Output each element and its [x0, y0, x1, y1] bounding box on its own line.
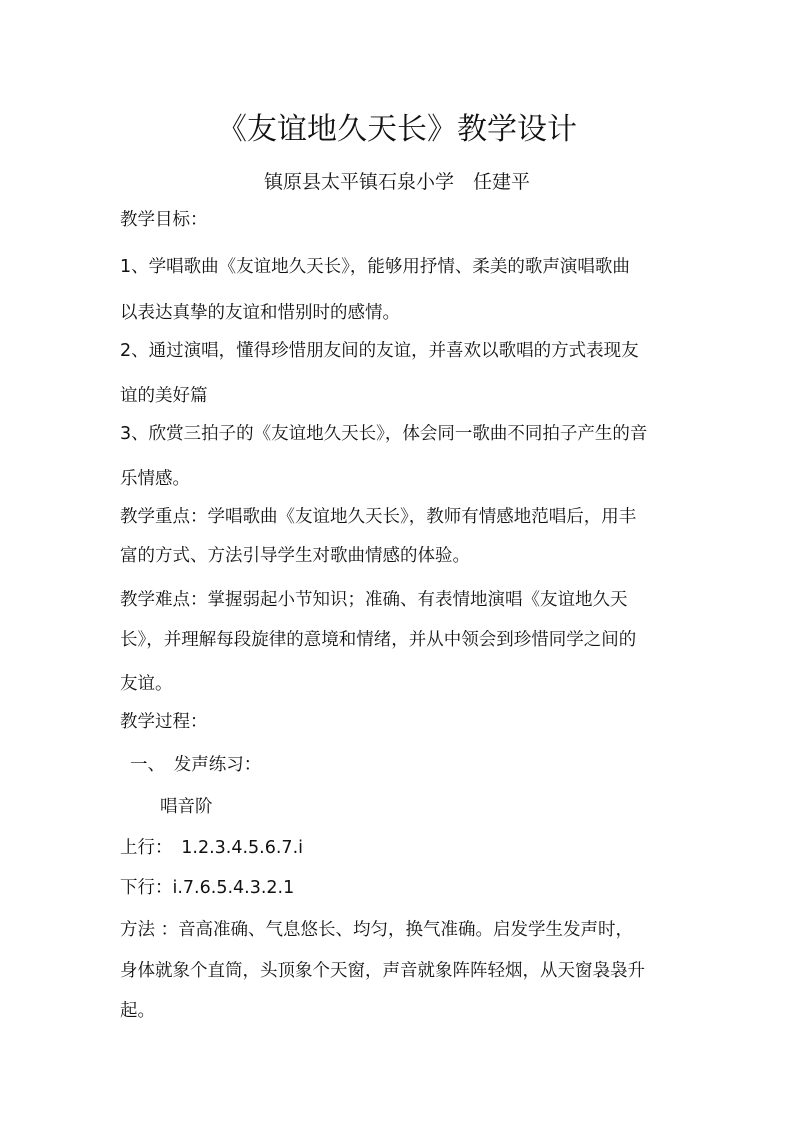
heading-teaching-process: 教学过程：	[120, 712, 208, 732]
scale-singing-label: 唱音阶	[160, 797, 213, 817]
goal-3-line-1: 3、欣赏三拍子的《友谊地久天长》，体会同一歌曲不同拍子产生的音	[120, 424, 648, 444]
descending-scale: 下行：i.7.6.5.4.3.2.1	[120, 878, 295, 898]
goal-2-line-1: 2、通过演唱，懂得珍惜朋友间的友谊，并喜欢以歌唱的方式表现友	[120, 341, 639, 361]
method-line-3: 起。	[120, 1001, 155, 1021]
difficulties-line-2: 长》，并理解每段旋律的意境和情绪，并从中领会到珍惜同学之间的	[120, 630, 637, 650]
goal-3-line-2: 乐情感。	[120, 469, 190, 489]
goal-2-line-2: 谊的美好篇	[120, 386, 208, 406]
method-line-2: 身体就象个直筒，头顶象个天窗，声音就象阵阵轻烟，从天窗袅袅升	[120, 961, 645, 981]
ascending-scale: 上行： 1.2.3.4.5.6.7.i	[120, 838, 303, 858]
method-line-1: 方法 ：音高准确、气息悠长、均匀，换气准确。启发学生发声时，	[120, 920, 634, 940]
section-1-heading: 一、 发声练习：	[130, 755, 262, 775]
document-title: 《友谊地久天长》教学设计	[217, 112, 577, 147]
goal-1-line-1: 1、学唱歌曲《友谊地久天长》，能够用抒情、柔美的歌声演唱歌曲	[120, 257, 630, 277]
key-points-line-2: 富的方式、方法引导学生对歌曲情感的体验。	[120, 546, 470, 566]
heading-teaching-goals: 教学目标：	[120, 210, 208, 230]
difficulties-line-3: 友谊。	[120, 674, 173, 694]
difficulties-line-1: 教学难点：掌握弱起小节知识；准确、有表情地演唱《友谊地久天	[120, 590, 628, 610]
goal-1-line-2: 以表达真挚的友谊和惜别时的感情。	[120, 303, 400, 323]
document-subtitle: 镇原县太平镇石泉小学 任建平	[263, 171, 530, 193]
key-points-line-1: 教学重点：学唱歌曲《友谊地久天长》，教师有情感地范唱后，用丰	[120, 507, 637, 527]
